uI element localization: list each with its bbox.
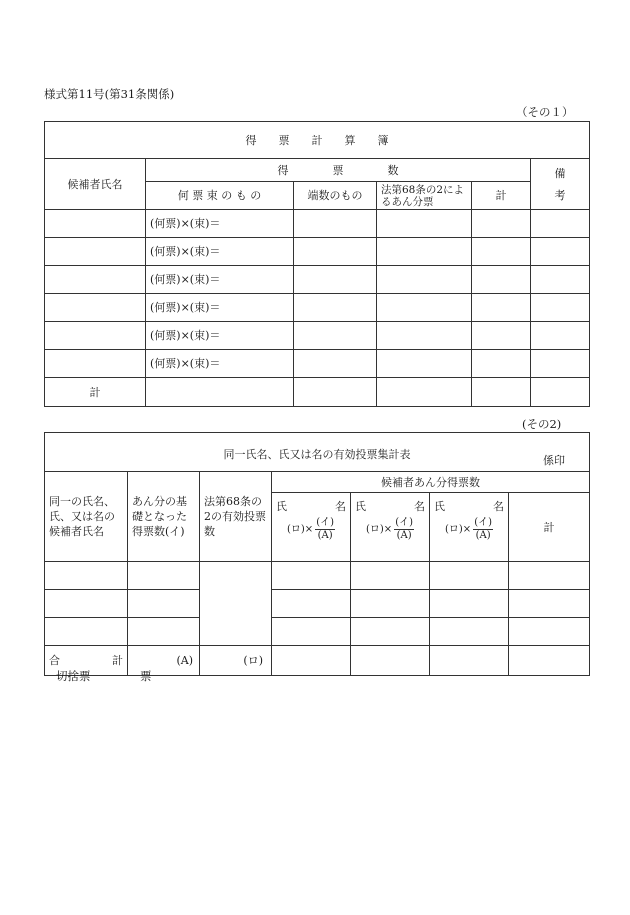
total-label: 計 <box>45 378 146 407</box>
candidate-column-1 <box>272 493 351 562</box>
part1-label: （その１） <box>516 105 574 119</box>
grand-total-row <box>45 646 590 676</box>
total-cell[interactable] <box>472 350 531 378</box>
table-row <box>45 266 590 294</box>
total-cell[interactable] <box>472 210 531 238</box>
apportioned-cell[interactable] <box>430 618 509 646</box>
total-row <box>45 378 590 407</box>
notes-cell[interactable] <box>531 210 590 238</box>
apportioned-cell[interactable] <box>351 590 430 618</box>
given-name-label: 名 <box>335 500 346 513</box>
total-cell[interactable] <box>472 266 531 294</box>
fraction-denominator: (A) <box>475 530 491 541</box>
formula-cell: (何票)×(束)＝ <box>146 238 294 266</box>
vote-count-table <box>44 121 590 407</box>
candidate-cell[interactable] <box>45 266 146 294</box>
basis-cell[interactable] <box>128 562 200 590</box>
col-total: 計 <box>472 182 531 210</box>
surname-label: 氏 <box>434 500 445 513</box>
part2-label: (その2) <box>522 417 562 431</box>
table-row <box>45 562 590 590</box>
remainder-cell[interactable] <box>294 350 377 378</box>
table-row <box>45 618 590 646</box>
col-bundles: 何 票 束 の も の <box>146 182 294 210</box>
total-apportioned-cell[interactable] <box>430 646 509 676</box>
total-apportion-cell[interactable] <box>377 378 472 407</box>
row-total-cell[interactable] <box>509 562 590 590</box>
table-row <box>45 322 590 350</box>
fraction-numerator: (イ) <box>395 517 413 528</box>
surname-label: 氏 <box>276 500 287 513</box>
row-total-cell[interactable] <box>509 618 590 646</box>
total-apportioned-cell[interactable] <box>272 646 351 676</box>
apportion-cell[interactable] <box>377 294 472 322</box>
total-bundles-cell[interactable] <box>146 378 294 407</box>
col-same-name-candidate: 同一の氏名、氏、又は名の候補者氏名 <box>45 472 128 562</box>
apportioned-cell[interactable] <box>272 562 351 590</box>
candidate-cell[interactable] <box>45 238 146 266</box>
basis-cell[interactable] <box>128 590 200 618</box>
total-notes-cell[interactable] <box>531 378 590 407</box>
total-a-cell: (A) <box>128 646 200 676</box>
remainder-cell[interactable] <box>294 294 377 322</box>
table-row <box>45 238 590 266</box>
fraction-denominator: (A) <box>317 530 333 541</box>
given-name-label: 名 <box>414 500 425 513</box>
candidate-cell[interactable] <box>45 210 146 238</box>
notes-cell[interactable] <box>531 238 590 266</box>
formula-prefix: (ロ)× <box>366 524 393 535</box>
same-name-vote-table <box>44 432 590 676</box>
table1-title: 得 票 計 算 簿 <box>45 122 590 159</box>
surname-label: 氏 <box>355 500 366 513</box>
fraction-numerator: (イ) <box>316 517 334 528</box>
apportioned-cell[interactable] <box>351 618 430 646</box>
formula-cell: (何票)×(束)＝ <box>146 210 294 238</box>
total-cell[interactable] <box>472 322 531 350</box>
discard-unit: 票 <box>140 669 152 683</box>
apportioned-cell[interactable] <box>430 562 509 590</box>
table-row <box>45 294 590 322</box>
fraction-numerator: (イ) <box>474 517 492 528</box>
col-article-votes: 法第68条の2の有効投票数 <box>200 472 272 562</box>
article-votes-cell[interactable] <box>200 562 272 646</box>
form-label: 様式第11号(第31条関係) <box>44 87 175 101</box>
notes-cell[interactable] <box>531 266 590 294</box>
basis-cell[interactable] <box>128 618 200 646</box>
row-total-cell[interactable] <box>509 590 590 618</box>
remainder-cell[interactable] <box>294 266 377 294</box>
total-remainder-cell[interactable] <box>294 378 377 407</box>
total-b-cell: (ロ) <box>200 646 272 676</box>
candidate-cell[interactable] <box>45 294 146 322</box>
candidate-column-2 <box>351 493 430 562</box>
col-apportion: 法第68条の2によるあん分票 <box>377 182 472 210</box>
clerk-seal-label: 係印 <box>543 454 565 467</box>
table-row <box>45 210 590 238</box>
given-name-label: 名 <box>493 500 504 513</box>
apportion-cell[interactable] <box>377 322 472 350</box>
notes-cell[interactable] <box>531 350 590 378</box>
remainder-cell[interactable] <box>294 210 377 238</box>
fraction-denominator: (A) <box>396 530 412 541</box>
total-label-right: 計 <box>112 654 123 667</box>
col-candidate-name: 候補者氏名 <box>45 159 146 210</box>
total-sum-cell[interactable] <box>509 646 590 676</box>
candidate-cell[interactable] <box>45 322 146 350</box>
discard-label: 切捨票 <box>56 669 91 683</box>
remainder-cell[interactable] <box>294 322 377 350</box>
apportion-cell[interactable] <box>377 238 472 266</box>
apportioned-cell[interactable] <box>430 590 509 618</box>
total-apportioned-cell[interactable] <box>351 646 430 676</box>
formula-prefix: (ロ)× <box>445 524 472 535</box>
total-sum-cell[interactable] <box>472 378 531 407</box>
col-total-2: 計 <box>509 493 590 562</box>
table2-title: 同一氏名、氏又は名の有効投票集計表 <box>223 447 411 461</box>
col-basis-votes: あん分の基礎となった得票数(イ) <box>128 472 200 562</box>
col-votes: 得 票 数 <box>146 159 531 182</box>
notes-cell[interactable] <box>531 294 590 322</box>
apportion-cell[interactable] <box>377 210 472 238</box>
formula-prefix: (ロ)× <box>287 524 314 535</box>
formula-cell: (何票)×(束)＝ <box>146 350 294 378</box>
table2-title-cell <box>45 433 590 472</box>
apportioned-cell[interactable] <box>272 618 351 646</box>
total-cell[interactable] <box>472 294 531 322</box>
same-name-cell[interactable] <box>45 562 128 590</box>
apportioned-cell[interactable] <box>351 562 430 590</box>
formula-cell: (何票)×(束)＝ <box>146 322 294 350</box>
formula-cell: (何票)×(束)＝ <box>146 294 294 322</box>
total-cell[interactable] <box>472 238 531 266</box>
col-notes: 備 考 <box>531 159 590 210</box>
same-name-cell[interactable] <box>45 590 128 618</box>
apportion-cell[interactable] <box>377 350 472 378</box>
remainder-cell[interactable] <box>294 238 377 266</box>
col-remainder: 端数のもの <box>294 182 377 210</box>
notes-cell[interactable] <box>531 322 590 350</box>
table-row <box>45 350 590 378</box>
same-name-cell[interactable] <box>45 618 128 646</box>
table-row <box>45 590 590 618</box>
total-label-left: 合 <box>49 654 60 667</box>
apportion-cell[interactable] <box>377 266 472 294</box>
apportioned-cell[interactable] <box>272 590 351 618</box>
candidate-cell[interactable] <box>45 350 146 378</box>
formula-cell: (何票)×(束)＝ <box>146 266 294 294</box>
candidate-column-3 <box>430 493 509 562</box>
col-apportioned-votes: 候補者あん分得票数 <box>272 472 590 493</box>
